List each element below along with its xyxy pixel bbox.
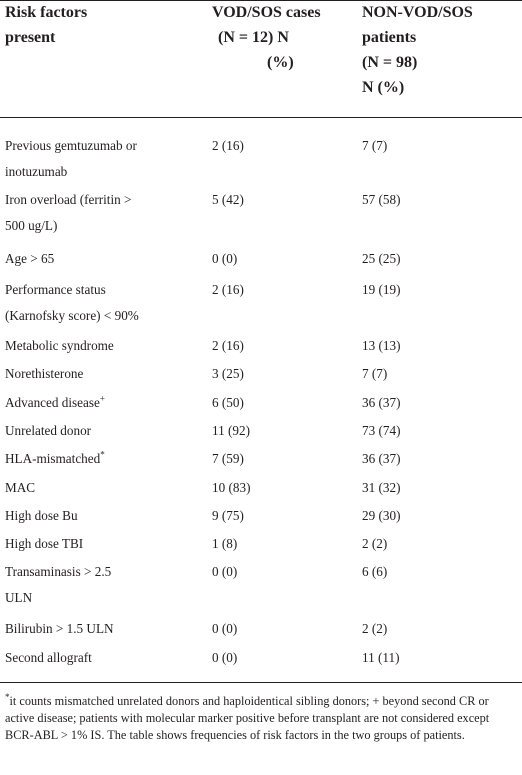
- row-factor-text: HLA-mismatched: [5, 451, 101, 466]
- row-vod-value: 0 (0): [212, 650, 238, 665]
- row-vod-value: 11 (92): [212, 423, 250, 438]
- row-non-vod-value: 7 (7): [362, 138, 388, 153]
- row-non-vod-value: 2 (2): [362, 621, 388, 636]
- row-non-vod-value: 11 (11): [362, 650, 400, 665]
- row-non-vod-value: 7 (7): [362, 366, 388, 381]
- header-col3-line3: (N = 98): [362, 54, 418, 71]
- header-col3-line1: NON-VOD/SOS: [362, 4, 473, 21]
- row-factor-text: Advanced disease: [5, 395, 100, 410]
- header-rule: [0, 117, 522, 118]
- row-non-vod-value: 73 (74): [362, 423, 401, 438]
- row-factor-line2: ULN: [5, 590, 33, 605]
- row-factor: Previous gemtuzumab or: [5, 138, 137, 153]
- row-non-vod-value: 25 (25): [362, 251, 401, 266]
- row-non-vod-value: 36 (37): [362, 395, 401, 410]
- row-non-vod-value: 57 (58): [362, 192, 401, 207]
- row-factor: Age > 65: [5, 251, 55, 266]
- row-vod-value: 7 (59): [212, 451, 244, 466]
- header-col3-line2: patients: [362, 29, 417, 46]
- row-factor: [5, 390, 105, 416]
- row-vod-value: 2 (16): [212, 138, 244, 153]
- row-vod-value: 9 (75): [212, 508, 244, 523]
- row-factor: Iron overload (ferritin >: [5, 192, 132, 207]
- header-col2-line3: (%): [267, 54, 294, 71]
- row-factor: [5, 446, 105, 472]
- row-factor: Metabolic syndrome: [5, 338, 114, 353]
- row-vod-value: 6 (50): [212, 395, 244, 410]
- row-factor: Norethisterone: [5, 366, 84, 381]
- row-vod-value: 5 (42): [212, 192, 244, 207]
- row-factor: Bilirubin > 1.5 ULN: [5, 621, 114, 636]
- row-vod-value: 0 (0): [212, 564, 238, 579]
- row-factor: High dose TBI: [5, 536, 84, 551]
- row-factor-line2: inotuzumab: [5, 164, 68, 179]
- table-footnote: [5, 693, 517, 744]
- row-vod-value: 3 (25): [212, 366, 244, 381]
- row-non-vod-value: 2 (2): [362, 536, 388, 551]
- row-vod-value: 10 (83): [212, 480, 251, 495]
- header-col1-line1: Risk factors: [5, 4, 88, 21]
- row-factor-line2: (Karnofsky score) < 90%: [5, 308, 139, 323]
- row-vod-value: 1 (8): [212, 536, 238, 551]
- row-vod-value: 0 (0): [212, 621, 238, 636]
- row-factor: Transaminasis > 2.5: [5, 564, 112, 579]
- row-factor: Second allograft: [5, 650, 92, 665]
- bottom-rule: [0, 682, 522, 683]
- row-factor: Unrelated donor: [5, 423, 92, 438]
- header-col1-line2: present: [5, 29, 56, 46]
- row-factor: Performance status: [5, 282, 106, 297]
- footnote-mark: *: [5, 691, 10, 702]
- row-factor: High dose Bu: [5, 508, 78, 523]
- asterisk-footnote-mark: *: [100, 449, 105, 460]
- row-vod-value: 0 (0): [212, 251, 238, 266]
- row-non-vod-value: 29 (30): [362, 508, 401, 523]
- row-non-vod-value: 6 (6): [362, 564, 388, 579]
- row-factor-line2: 500 ug/L): [5, 218, 58, 233]
- header-col3-line4: N (%): [362, 79, 405, 96]
- row-non-vod-value: 36 (37): [362, 451, 401, 466]
- row-non-vod-value: 31 (32): [362, 480, 401, 495]
- header-col2-line2: (N = 12) N: [218, 29, 289, 46]
- footnote-text: it counts mismatched unrelated donors and haploidentical sibling donors; + beyond second CR or active disease; patients with molecular marker positive before transplant are not considered except BCR-ABL > 1% IS. The table shows frequencies of risk factors in the two groups of patients.: [5, 694, 490, 742]
- header-col2-line1: VOD/SOS cases: [212, 4, 321, 21]
- plus-footnote-mark: +: [99, 393, 105, 404]
- row-factor: MAC: [5, 480, 36, 495]
- row-non-vod-value: 19 (19): [362, 282, 401, 297]
- row-vod-value: 2 (16): [212, 338, 244, 353]
- row-vod-value: 2 (16): [212, 282, 244, 297]
- row-non-vod-value: 13 (13): [362, 338, 401, 353]
